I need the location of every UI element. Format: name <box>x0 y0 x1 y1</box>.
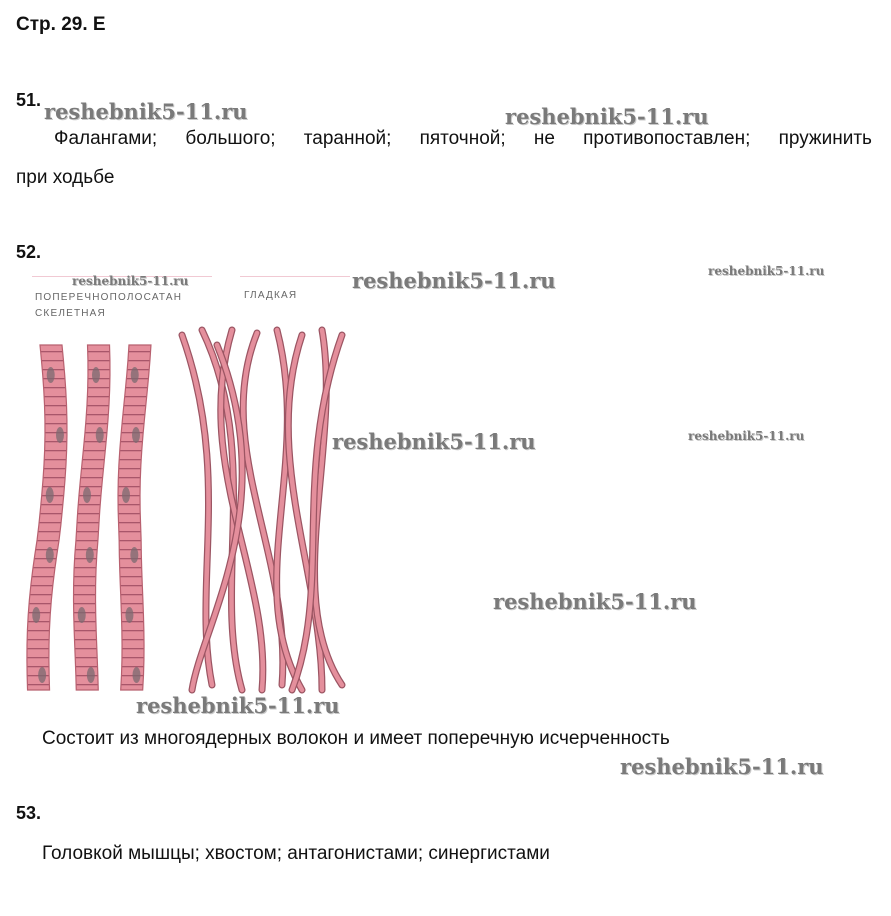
watermark: reshebnik5-11.ru <box>493 589 697 614</box>
answer-51-word: не <box>533 128 555 149</box>
page-title: Стр. 29. Е <box>16 14 106 35</box>
fiber-nucleus <box>47 367 55 383</box>
striated-fiber <box>74 345 110 690</box>
fiber-nucleus <box>96 427 104 443</box>
watermark: reshebnik5-11.ru <box>708 264 825 278</box>
answer-51-word: большого; <box>185 128 276 149</box>
answer-51-word: таранной; <box>303 128 392 149</box>
question-number-52: 52. <box>16 242 42 262</box>
smooth-muscle-illustration <box>172 325 352 695</box>
striated-fiber <box>118 345 151 690</box>
fiber-nucleus <box>83 487 91 503</box>
fiber-nucleus <box>86 547 94 563</box>
fiber-nucleus <box>46 547 54 563</box>
fiber-nucleus <box>78 607 86 623</box>
fiber-nucleus <box>125 607 133 623</box>
watermark: reshebnik5-11.ru <box>44 99 248 124</box>
striated-fiber <box>27 345 67 690</box>
figure-divider <box>240 276 350 277</box>
answer-51-word: противопоставлен; <box>583 128 751 149</box>
striated-muscle-illustration <box>20 335 180 700</box>
watermark: reshebnik5-11.ru <box>72 274 189 288</box>
fiber-nucleus <box>131 367 139 383</box>
fiber-nucleus <box>38 667 46 683</box>
watermark: reshebnik5-11.ru <box>352 268 556 293</box>
fiber-nucleus <box>46 487 54 503</box>
question-number-53: 53. <box>16 803 42 823</box>
figure-label-skeletal: СКЕЛЕТНАЯ <box>35 308 106 319</box>
watermark: reshebnik5-11.ru <box>620 754 824 779</box>
fiber-nucleus <box>56 427 64 443</box>
figure-label-smooth: ГЛАДКАЯ <box>244 290 298 301</box>
watermark: reshebnik5-11.ru <box>136 693 340 718</box>
answer-52: Состоит из многоядерных волокон и имеет поперечную исчерченность <box>42 728 670 749</box>
fiber-nucleus <box>87 667 95 683</box>
watermark: reshebnik5-11.ru <box>688 429 805 443</box>
figure-label-striated: ПОПЕРЕЧНОПОЛОСАТАН <box>35 292 183 303</box>
answer-51-word: пяточной; <box>419 128 506 149</box>
answer-51-word: Фалангами; <box>54 128 158 149</box>
fiber-nucleus <box>92 367 100 383</box>
watermark: reshebnik5-11.ru <box>332 429 536 454</box>
question-number-51: 51. <box>16 90 42 110</box>
answer-51-line-2: при ходьбе <box>16 167 115 188</box>
fiber-nucleus <box>132 427 140 443</box>
fiber-nucleus <box>122 487 130 503</box>
watermark: reshebnik5-11.ru <box>505 104 709 129</box>
answer-53: Головкой мышцы; хвостом; антагонистами; синергистами <box>42 843 550 864</box>
fiber-nucleus <box>130 547 138 563</box>
answer-51-word: пружинить <box>778 128 872 149</box>
answer-51-line-1 <box>54 128 872 150</box>
fiber-nucleus <box>32 607 40 623</box>
fiber-nucleus <box>132 667 140 683</box>
